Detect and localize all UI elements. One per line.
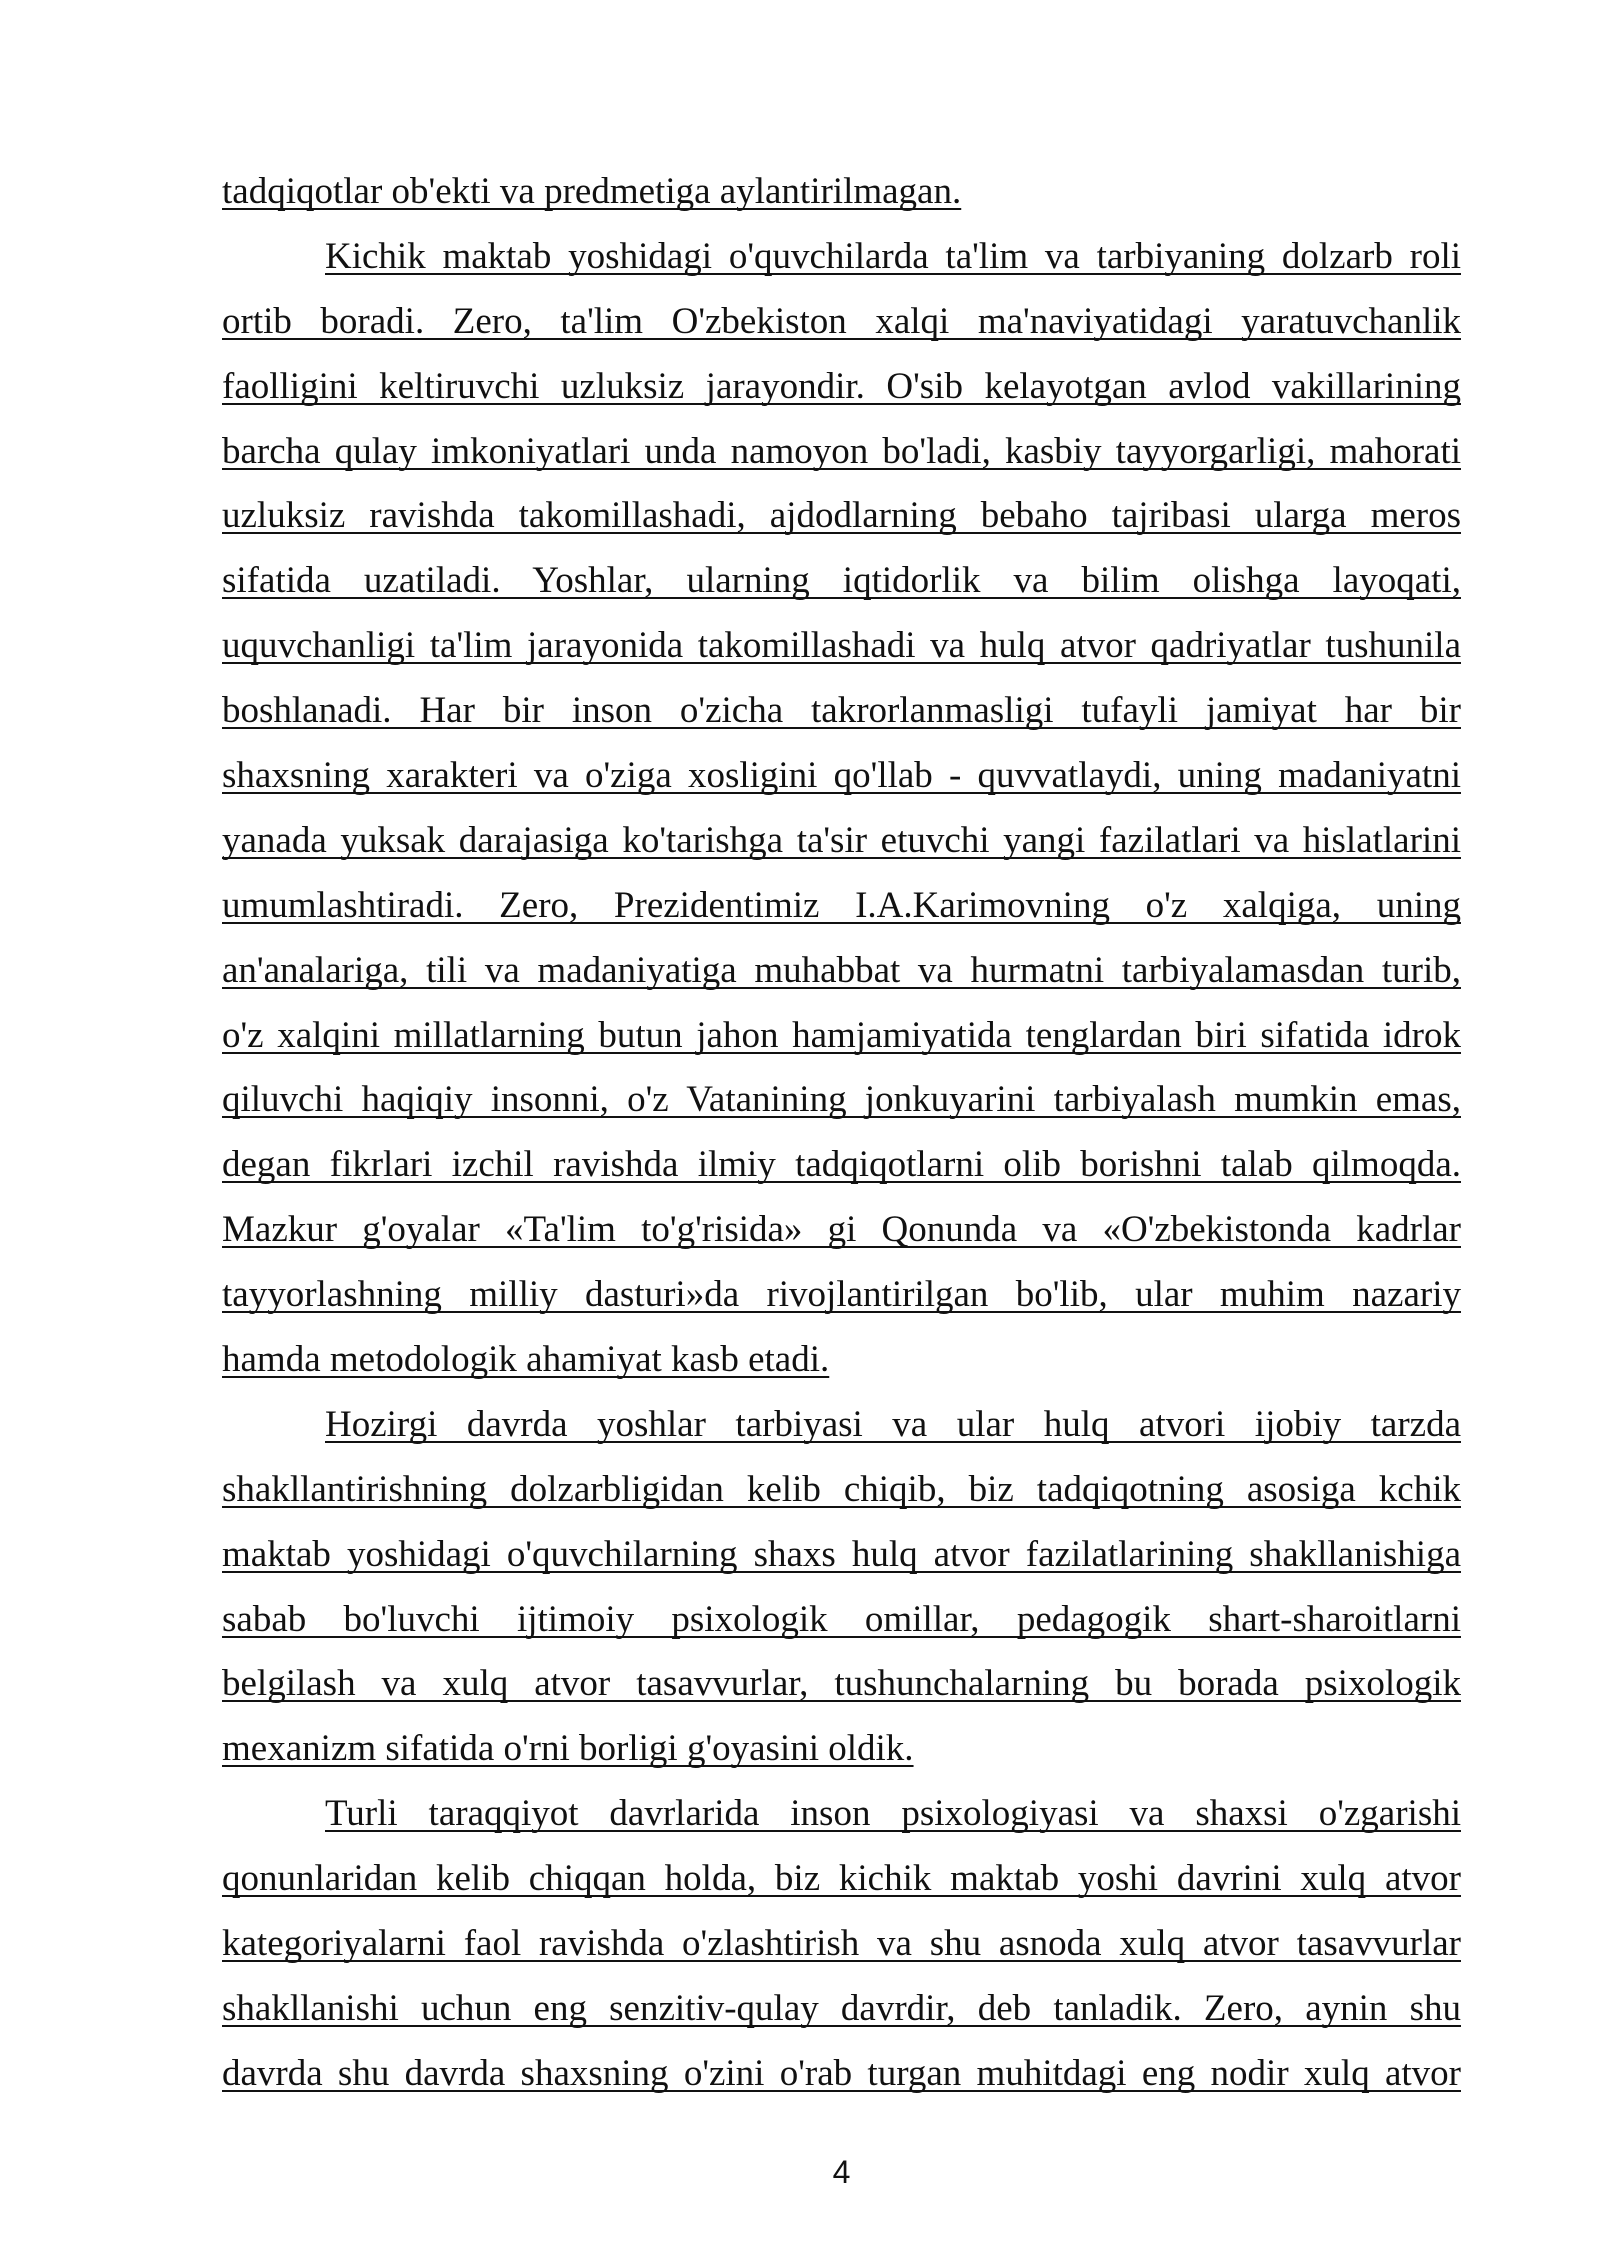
- text-line: boshlanadi. Har bir inson o'zicha takrorlanmasligi tufayli jamiyat har bir: [222, 690, 1461, 732]
- page-number: 4: [832, 2154, 851, 2190]
- text-line: sifatida uzatiladi. Yoshlar, ularning iqtidorlik va bilim olishga layoqati,: [222, 560, 1461, 602]
- text-line: shakllanishi uchun eng senzitiv-qulay davrdir, deb tanladik. Zero, aynin shu: [222, 1987, 1461, 2029]
- text-line: tayyorlashning milliy dasturi»da rivojlantirilgan bo'lib, ular muhim nazariy: [222, 1274, 1461, 1316]
- text-line: yanada yuksak darajasiga ko'tarishga ta'sir etuvchi yangi fazilatlari va hislatlarini: [222, 819, 1461, 861]
- text-line: qonunlaridan kelib chiqqan holda, biz kichik maktab yoshi davrini xulq atvor: [222, 1858, 1461, 1900]
- text-line: hamda metodologik ahamiyat kasb etadi.: [222, 1339, 830, 1381]
- body-text: [222, 160, 1461, 2107]
- text-line: belgilash va xulq atvor tasavvurlar, tushunchalarning bu borada psixologik: [222, 1663, 1461, 1705]
- text-line: uquvchanligi ta'lim jarayonida takomillashadi va hulq atvor qadriyatlar tushunila: [222, 625, 1461, 667]
- text-line: kategoriyalarni faol ravishda o'zlashtirish va shu asnoda xulq atvor tasavvurlar: [222, 1923, 1461, 1965]
- text-line: uzluksiz ravishda takomillashadi, ajdodlarning bebaho tajribasi ularga meros: [222, 495, 1461, 537]
- text-line: faolligini keltiruvchi uzluksiz jarayondir. O'sib kelayotgan avlod vakillarining: [222, 365, 1461, 407]
- text-line: ortib boradi. Zero, ta'lim O'zbekiston xalqi ma'naviyatidagi yaratuvchanlik: [222, 300, 1461, 342]
- text-line: o'z xalqini millatlarning butun jahon hamjamiyatida tenglardan biri sifatida idrok: [222, 1014, 1461, 1056]
- paragraph: [222, 225, 1461, 1393]
- text-line: shaxsning xarakteri va o'ziga xosligini qo'llab - quvvatlaydi, uning madaniyatni: [222, 755, 1461, 797]
- text-line: barcha qulay imkoniyatlari unda namoyon bo'ladi, kasbiy tayyorgarligi, mahorati: [222, 430, 1461, 472]
- paragraph: [222, 160, 1461, 225]
- text-line: Mazkur g'oyalar «Ta'lim to'g'risida» gi Qonunda va «O'zbekistonda kadrlar: [222, 1209, 1461, 1251]
- text-line: Turli taraqqiyot davrlarida inson psixologiyasi va shaxsi o'zgarishi: [325, 1793, 1461, 1835]
- text-line: sabab bo'luvchi ijtimoiy psixologik omillar, pedagogik shart-sharoitlarni: [222, 1598, 1461, 1640]
- text-line: tadqiqotlar ob'ekti va predmetiga aylantirilmagan.: [222, 171, 962, 212]
- text-line: an'analariga, tili va madaniyatiga muhabbat va hurmatni tarbiyalamasdan turib,: [222, 949, 1461, 991]
- text-line: umumlashtiradi. Zero, Prezidentimiz I.A.Karimovning o'z xalqiga, uning: [222, 884, 1461, 926]
- text-line: qiluvchi haqiqiy insonni, o'z Vatanining jonkuyarini tarbiyalash mumkin emas,: [222, 1079, 1461, 1121]
- paragraph: [222, 1782, 1461, 2106]
- text-line: Hozirgi davrda yoshlar tarbiyasi va ular hulq atvori ijobiy tarzda: [325, 1403, 1461, 1445]
- paragraph: [222, 1393, 1461, 1782]
- text-line: Kichik maktab yoshidagi o'quvchilarda ta'lim va tarbiyaning dolzarb roli: [325, 235, 1461, 277]
- text-line: degan fikrlari izchil ravishda ilmiy tadqiqotlarni olib borishni talab qilmoqda.: [222, 1144, 1461, 1186]
- text-line: maktab yoshidagi o'quvchilarning shaxs hulq atvor fazilatlarining shakllanishiga: [222, 1533, 1461, 1575]
- text-line: davrda shu davrda shaxsning o'zini o'rab turgan muhitdagi eng nodir xulq atvor: [222, 2052, 1461, 2094]
- text-line: shakllantirishning dolzarbligidan kelib chiqib, biz tadqiqotning asosiga kchik: [222, 1468, 1461, 1510]
- text-line: mexanizm sifatida o'rni borligi g'oyasini oldik.: [222, 1728, 914, 1770]
